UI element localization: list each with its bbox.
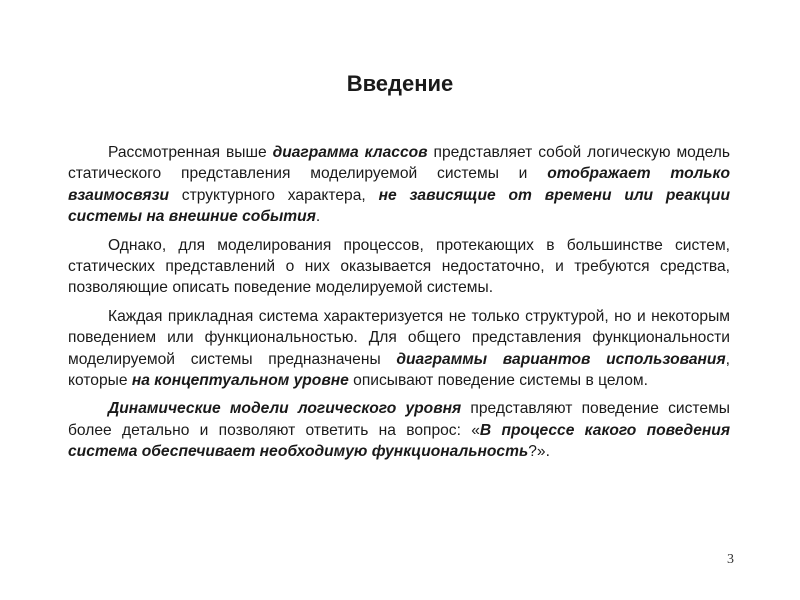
text-run: представляет собой логическую модель статического представления моделируемой системы и: [68, 144, 730, 183]
paragraph-use-case: [68, 306, 730, 392]
emphasis-time-independent: не зависящие от времени или реакции системы на внешние события: [68, 186, 730, 226]
paragraph-dynamic-models: [68, 398, 730, 462]
emphasis-dynamic-models: Динамические модели логического уровня: [108, 400, 462, 418]
slide-title: Введение: [346, 71, 454, 96]
slide-body: [68, 142, 730, 470]
text-run: Рассмотренная выше: [108, 144, 273, 161]
emphasis-conceptual-level: на концептуальном уровне: [131, 372, 349, 390]
paragraph-class-diagram: [68, 142, 730, 228]
emphasis-use-case-diagrams: диаграммы вариантов использования: [396, 350, 726, 368]
text-run: представляют поведение системы более детально и позволяют ответить на вопрос: «: [68, 400, 730, 439]
paragraph-process-modeling: [68, 235, 730, 299]
text-run: .: [315, 208, 321, 226]
text-run: структурного характера,: [168, 186, 379, 204]
text-run: , которые: [68, 350, 730, 390]
emphasis-class-diagram: диаграмма классов: [272, 144, 428, 161]
text-run: Каждая прикладная система характеризуется не только структурой, но и некоторым поведением или функциональностью. Для общего представления функциональности моделируемой системы предназначены: [68, 307, 730, 368]
page-number: 3: [727, 552, 734, 567]
text-run: Однако, для моделирования процессов, протекающих в большинстве систем, статических представлений о них оказывается недостаточно, и требуются средства, позволяющие описать поведение моделируемой системы.: [68, 236, 730, 297]
emphasis-relations: отображает только взаимосвязи: [68, 165, 730, 204]
text-run: ?».: [528, 443, 550, 461]
emphasis-question: В процессе какого поведения система обеспечивает необходимую функциональность: [68, 421, 730, 461]
text-run: описывают поведение системы в целом.: [348, 372, 648, 390]
